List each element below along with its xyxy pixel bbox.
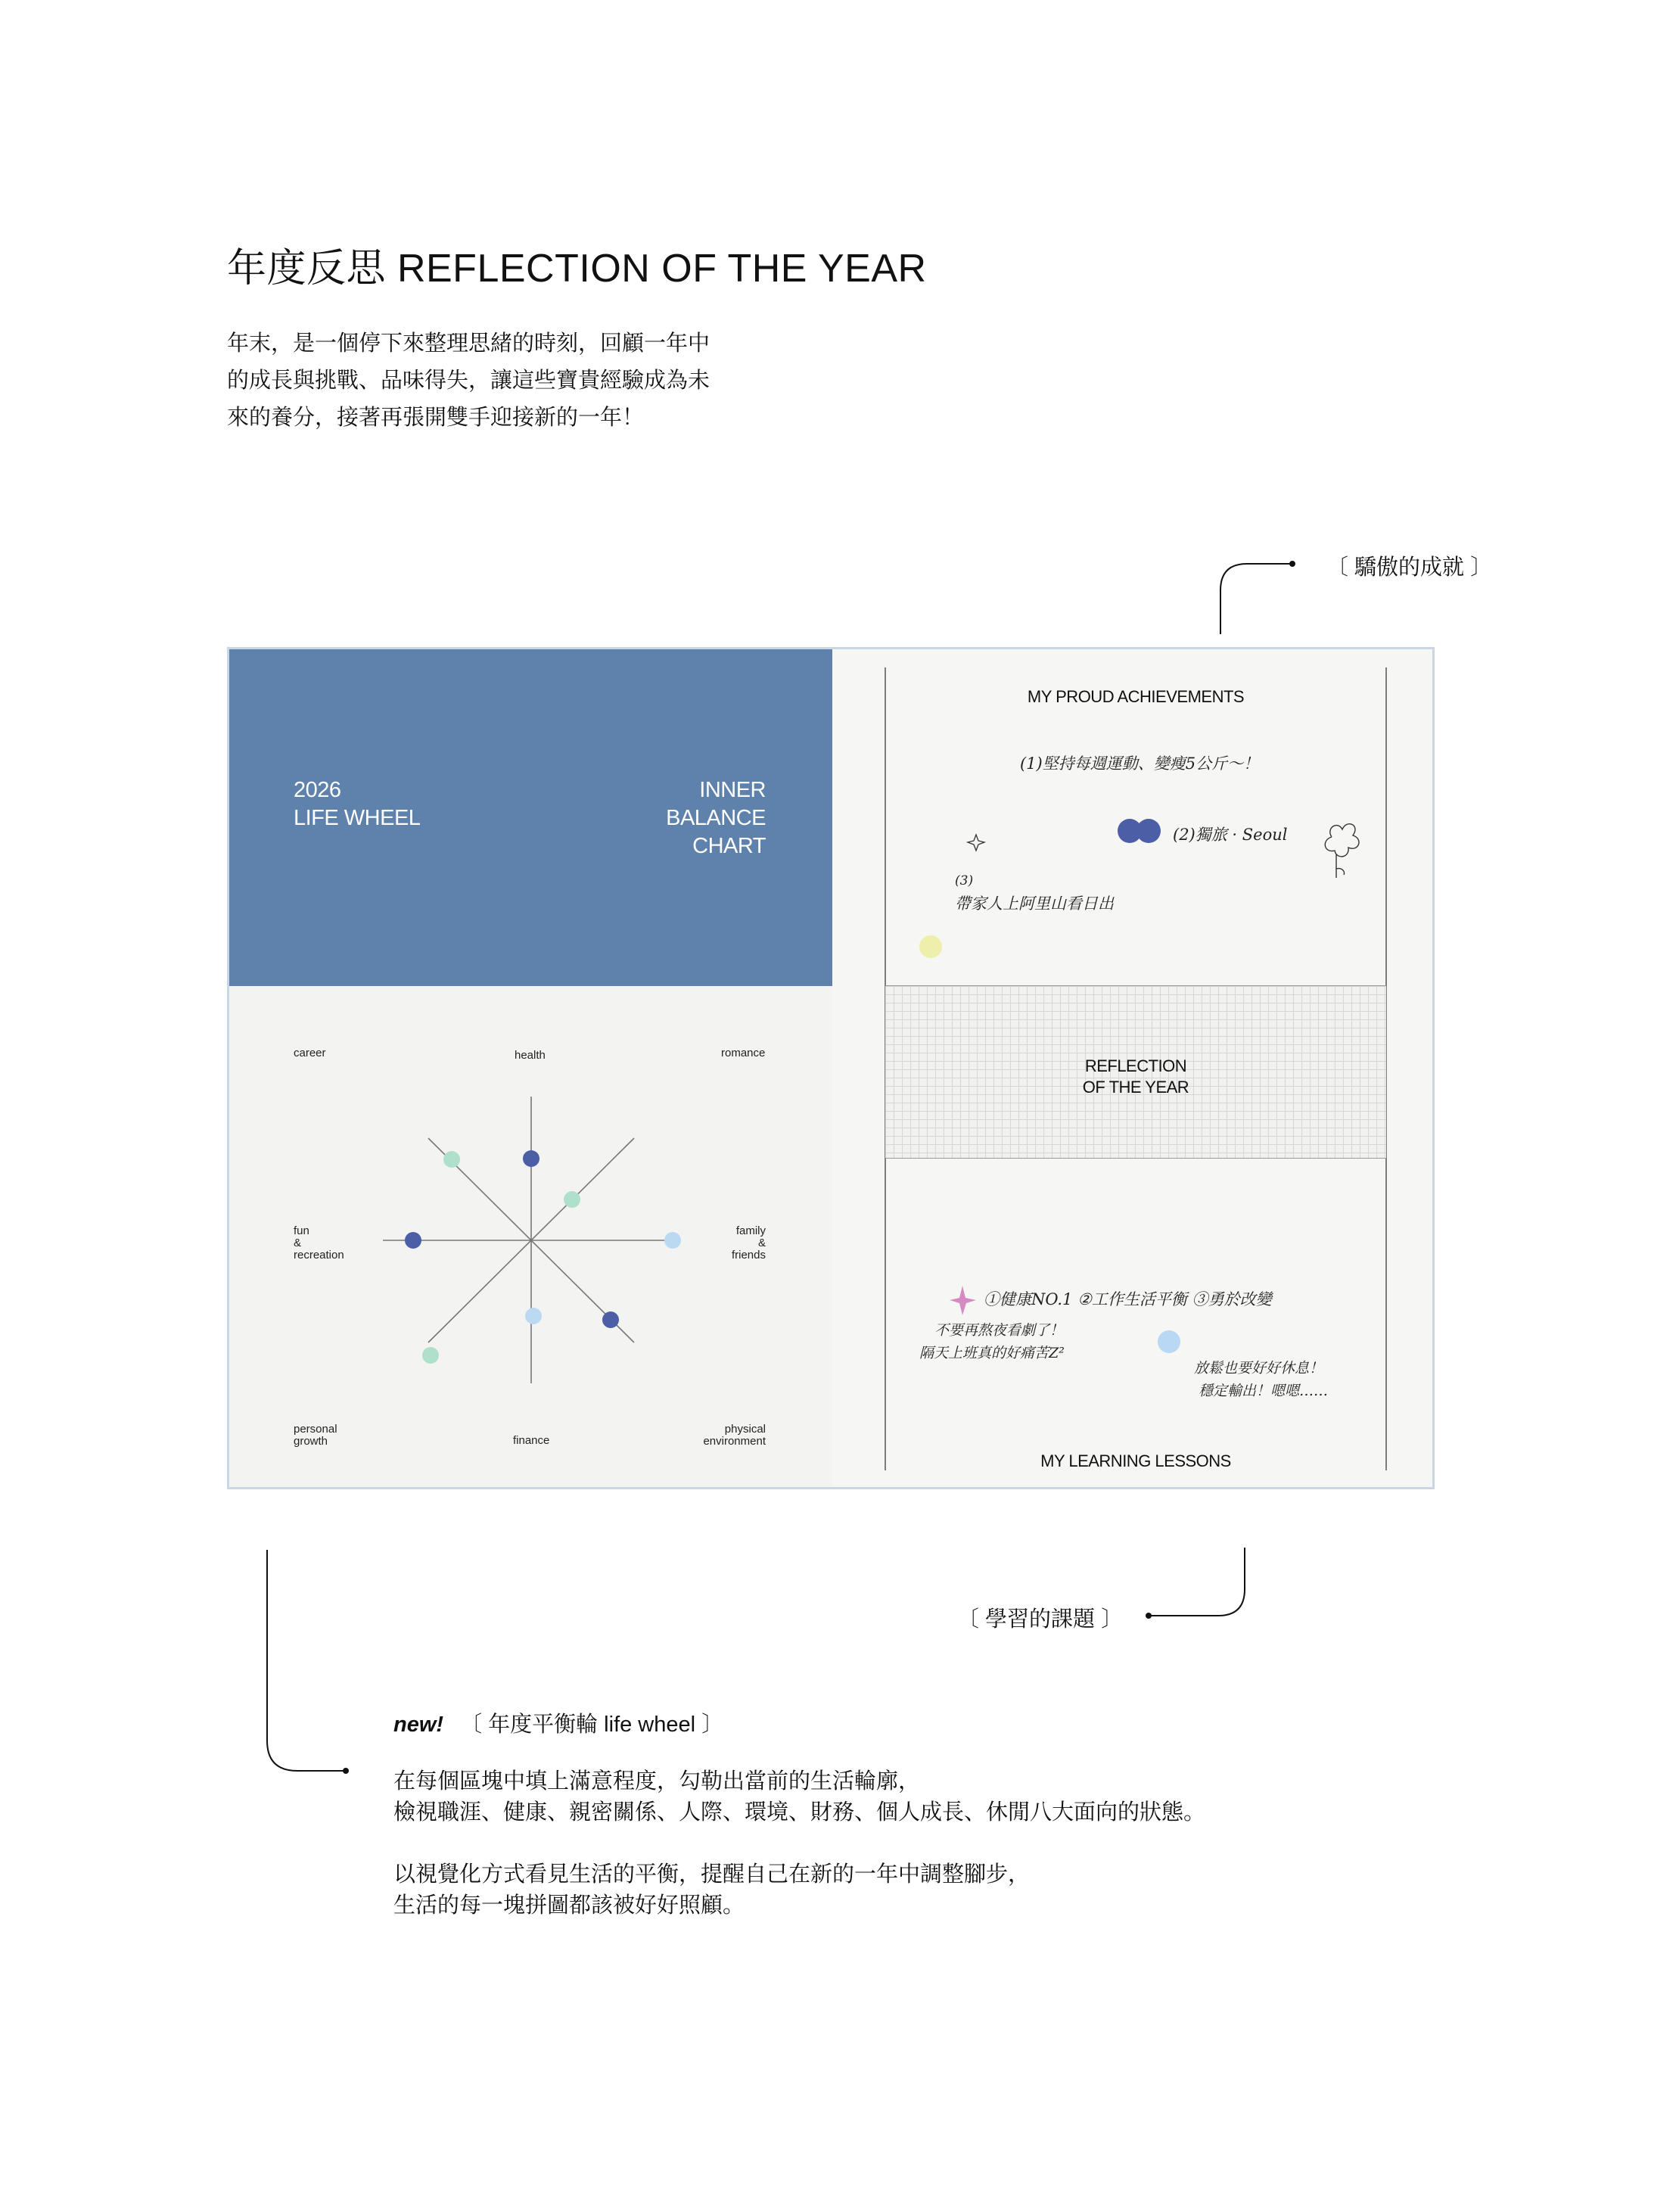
connector-lifewheel: [267, 1550, 344, 1771]
flower-doodle: [1325, 824, 1359, 878]
label-line: physical: [724, 1423, 766, 1436]
sticker-dot: [919, 935, 942, 958]
connector-lessons: [1150, 1548, 1245, 1616]
achievement-dot: [1136, 819, 1161, 843]
center-title-line: REFLECTION: [1084, 1056, 1187, 1075]
balance-chart-line: BALANCE: [666, 806, 766, 830]
center-title-line: OF THE YEAR: [1082, 1078, 1189, 1097]
label-line: environment: [703, 1435, 766, 1448]
handwritten-lesson: 穩定輸出！嗯嗯……: [1199, 1383, 1329, 1399]
callout-achievements: 〔 驕傲的成就 〕: [1326, 555, 1493, 580]
callout-lessons: 〔 學習的課題 〕: [957, 1607, 1124, 1632]
intro-line: 年末，是一個停下來整理思緒的時刻，回顧一年中: [227, 331, 710, 356]
handwritten-lesson: ①健康NO.1 ②工作生活平衡 ③勇於改變: [984, 1290, 1272, 1308]
balance-chart-line: INNER: [699, 778, 766, 802]
connector-dot: [1146, 1613, 1152, 1619]
handwritten-lesson: 隔天上班真的好痛苦Z²: [919, 1345, 1065, 1361]
handwritten-achievement: (2)獨旅 · Seoul: [1173, 826, 1288, 844]
lessons-heading: MY LEARNING LESSONS: [1040, 1451, 1231, 1470]
desc-line: 生活的每一塊拼圖都該被好好照顧。: [393, 1893, 745, 1918]
connector-achievements: [1220, 564, 1290, 634]
wheel-dot-fun: [405, 1232, 421, 1249]
wheel-dot-career: [443, 1151, 460, 1168]
notebook-spread: [227, 647, 1435, 1489]
desc-line: 在每個區塊中填上滿意程度，勾勒出當前的生活輪廓，: [393, 1769, 921, 1794]
handwritten-lesson: 不要再熬夜看劇了！: [934, 1322, 1065, 1339]
sticker-dot: [1158, 1330, 1180, 1353]
label-romance: romance: [721, 1047, 766, 1059]
feature-description: [393, 1766, 1205, 1921]
new-tag: new!: [393, 1713, 444, 1737]
page-title: 年度反思 REFLECTION OF THE YEAR: [227, 247, 927, 291]
label-line: recreation: [294, 1249, 344, 1262]
handwritten-achievement: (3): [955, 873, 974, 888]
new-feature-title: [393, 1707, 723, 1738]
connector-dot: [1289, 561, 1295, 567]
wheel-dot-health: [523, 1150, 539, 1167]
life-wheel-label: LIFE WHEEL: [294, 806, 421, 830]
desc-line: [393, 1828, 1205, 1859]
label-line: family: [735, 1224, 766, 1237]
center-title: [885, 1056, 1386, 1098]
connector-dot: [343, 1768, 349, 1774]
desc-line: 以視覺化方式看見生活的平衡，提醒自己在新的一年中調整腳步，: [393, 1862, 1031, 1887]
wheel-dot-finance: [525, 1308, 542, 1324]
right-page: [832, 649, 1432, 1487]
wheel-dot-physical: [602, 1311, 619, 1328]
intro-line: 來的養分，接著再張開雙手迎接新的一年！: [227, 406, 645, 430]
wheel-dot-personal: [422, 1347, 439, 1364]
label-career: career: [294, 1047, 326, 1059]
star-doodle: [950, 1286, 976, 1315]
label-line: growth: [294, 1435, 328, 1448]
life-wheel-diagram: [229, 649, 832, 1487]
new-feature-label: 〔 年度平衡輪 life wheel 〕: [460, 1713, 724, 1737]
left-page: [229, 649, 832, 1487]
desc-line: 檢視職涯、健康、親密關係、人際、環境、財務、個人成長、休閒八大面向的狀態。: [393, 1800, 1206, 1825]
intro-line: 的成長與挑戰、品味得失，讓這些寶貴經驗成為未: [227, 369, 710, 393]
label-health: health: [515, 1049, 546, 1062]
label-line: personal: [294, 1423, 337, 1436]
wheel-dot-family: [664, 1232, 681, 1249]
balance-chart-line: CHART: [692, 834, 766, 858]
label-line: friends: [731, 1249, 766, 1262]
handwritten-achievement: 帶家人上阿里山看日出: [955, 894, 1114, 913]
handwritten-achievement: (1)堅持每週運動、變瘦5公斤～！: [1020, 754, 1260, 773]
wheel-dot-romance: [564, 1191, 580, 1208]
label-line: fun: [294, 1224, 309, 1237]
achievements-heading: MY PROUD ACHIEVEMENTS: [1027, 687, 1245, 706]
label-finance: finance: [513, 1434, 550, 1447]
year-label: 2026: [294, 778, 341, 802]
label-line: &: [757, 1237, 766, 1249]
handwritten-lesson: 放鬆也要好好休息！: [1194, 1360, 1324, 1377]
label-line: &: [294, 1237, 302, 1249]
sparkle-doodle: [968, 835, 984, 851]
